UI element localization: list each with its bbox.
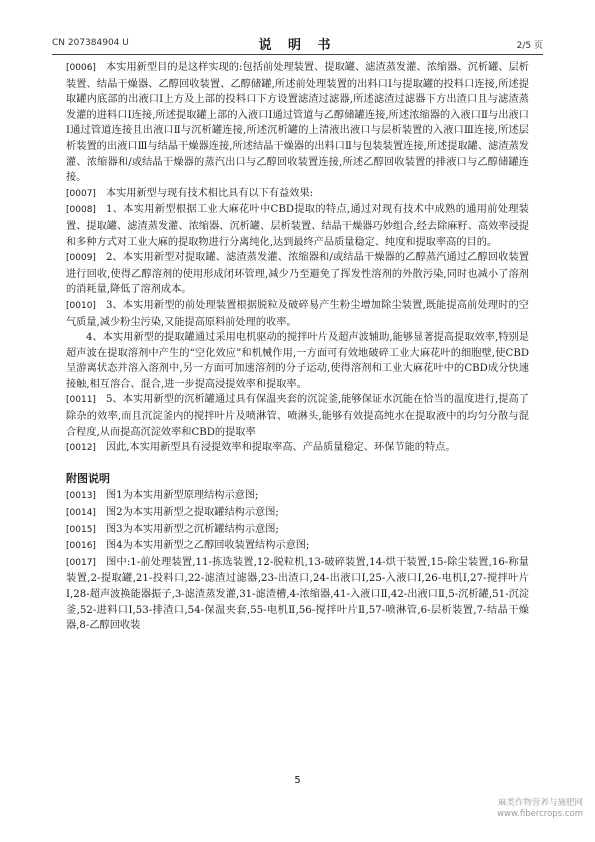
- paragraph-number: [0008]: [66, 205, 96, 216]
- paragraph-text: 2、本实用新型对提取罐、滤渣蒸发灌、浓缩器和/或结晶干燥器的乙醇蒸汽通过乙醇回收装置进行回收,使得乙醇溶剂的使用形成闭环管理,减少乃至避免了挥发性溶剂的外散污染,同时也减小了溶剂的消耗量,降低了溶剂成本。: [66, 252, 529, 296]
- paragraph-text: 5、本实用新型的沉析罐通过具有保温夹套的沉淀釜,能够保证水沉能在恰当的温度进行,提高了除杂的效率,而且沉淀釜内的搅拌叶片及喷淋管、喷淋头,能够有效提高纯水在提取液中的均匀分散与混合程度,从而提高沉淀效率和CBD的提取率: [66, 394, 529, 438]
- paragraph-text: 图1为本实用新型原理结构示意图;: [105, 490, 259, 502]
- publication-number: CN 207384904 U: [52, 38, 129, 48]
- paragraph-text: 图2为本实用新型之提取罐结构示意图;: [105, 507, 279, 519]
- paragraph-0010: [66, 298, 529, 330]
- paragraph-0014: [66, 505, 529, 522]
- page-indicator: 2/5 页: [516, 41, 543, 51]
- paragraph-text: 因此,本实用新型具有浸提效率和提取率高、产品质量稳定、环保节能的特点。: [105, 442, 456, 454]
- paragraph-0015: [66, 522, 529, 539]
- watermark-line-2: www.fibercrops.com: [497, 809, 583, 819]
- paragraph-text: 本实用新型与现有技术相比具有以下有益效果:: [105, 187, 314, 199]
- paragraph-number: [0012]: [66, 443, 96, 454]
- page-number: 5: [294, 775, 301, 786]
- paragraph-number: [0006]: [66, 63, 96, 73]
- paragraph-number: [0010]: [66, 300, 96, 311]
- page-header: [52, 36, 543, 55]
- paragraph-number: [0015]: [66, 524, 96, 535]
- paragraph-text: 1、本实用新型根据工业大麻花叶中CBD提取的特点,通过对现有技术中成熟的通用前处理装置、提取罐、滤渣蒸发灌、浓缩器、沉析罐、层析装置、结晶干燥器巧妙组合,经去除麻籽、高效率浸提和多种方式对工业大麻的提取物进行分离纯化,达到最终产品质量稳定、纯度和提取率高的目的。: [66, 204, 529, 248]
- paragraph-unnumbered: 4、本实用新型的提取罐通过采用电机驱动的搅拌叶片及超声波辅助,能够显著提高提取效率,特别是超声波在提取溶剂中产生的“空化效应”和机械作用,一方面可有效地破碎工业大麻花叶的细胞壁,使CBD呈游离状态并溶入溶剂中,另一方面可加速溶剂的分子运动,使得溶剂和工业大麻花叶中的CBD成分快速接触,相互溶合、混合,进一步提高浸提效率和提取率。: [66, 332, 529, 390]
- paragraph-0013: [66, 488, 529, 505]
- section-heading-figures: 附图说明: [66, 471, 110, 485]
- paragraph-0006: [66, 60, 529, 186]
- paragraph-text: 3、本实用新型的前处理装置根据脱粒及破碎易产生粉尘增加除尘装置,既能提高前处理时的空气质量,减少粉尘污染,又能提高原料前处理的收率。: [66, 299, 529, 328]
- paragraph-number: [0016]: [66, 541, 96, 552]
- paragraph-number: [0014]: [66, 508, 96, 519]
- document-body: [66, 60, 529, 634]
- paragraph-text: 本实用新型目的是这样实现的:包括前处理装置、提取罐、滤渣蒸发灌、浓缩器、沉析罐、层析装置、结晶干燥器、乙醇回收装置、乙醇储罐,所述前处理装置的出料口I与提取罐的投料口连接,所述提取罐内底部的出液口I上方及上部的投料口下方设置滤渣过滤器,所述滤渣过滤器下方出渣口且与滤渣蒸发灌的进料口I连接,所述提取罐上部的入液口I通过管道与乙醇储罐连接,所述浓缩器的入液口Ⅱ与出液口I通过管道连接且出液口Ⅱ与沉析罐连接,所述沉析罐的上清液出液口与层析装置的入液口Ⅲ连接,所述层析装置的出液口Ⅲ与结晶干燥器连接,所述结晶干燥器的出料口Ⅱ与包装装置连接,所述提取罐、滤渣蒸发灌、浓缩器和/或结晶干燥器的蒸汽出口与乙醇回收装置连接,所述乙醇回收装置的排液口与乙醇储罐连接。: [66, 62, 529, 184]
- paragraph-number: [0011]: [66, 395, 96, 406]
- paragraph-0017: [66, 555, 529, 634]
- paragraph-number: [0017]: [66, 557, 96, 568]
- watermark-line-1: 麻类作物营养与施肥网: [497, 798, 583, 808]
- paragraph-0009: [66, 250, 529, 298]
- paragraph-number: [0009]: [66, 253, 96, 264]
- paragraph-0007: [66, 186, 529, 203]
- paragraph-0011: [66, 392, 529, 440]
- document-title: 说 明 书: [258, 38, 337, 53]
- paragraph-0008: [66, 202, 529, 250]
- paragraph-text: 图3为本实用新型之沉析罐结构示意图;: [105, 523, 279, 535]
- paragraph-number: [0013]: [66, 491, 96, 502]
- watermark: [497, 798, 583, 820]
- paragraph-text: 图中:1-前处理装置,11-拣选装置,12-脱粒机,13-破碎装置,14-烘干装置,15-除尘装置,16-称量装置,2-提取罐,21-投料口,22-滤渣过滤器,23-出渣口,24-出液口I,25-入液口I,26-电机I,27-搅拌叶片I,28-超声波换能器振子,3-滤渣蒸发灌,31-滤渣槽,4-浓缩器,41-入液口Ⅱ,42-出液口Ⅱ,5-沉析罐,51-沉淀釜,52-进料口I,53-排渣口,54-保温夹套,55-电机Ⅱ,56-搅拌叶片Ⅱ,57-喷淋管,6-层析装置,7-结晶干燥器,8-乙醇回收装: [66, 556, 529, 632]
- paragraph-0012: [66, 440, 529, 457]
- paragraph-number: [0007]: [66, 188, 96, 199]
- paragraph-text: 图4为本实用新型之乙醇回收装置结构示意图;: [105, 540, 310, 552]
- paragraph-0016: [66, 538, 529, 555]
